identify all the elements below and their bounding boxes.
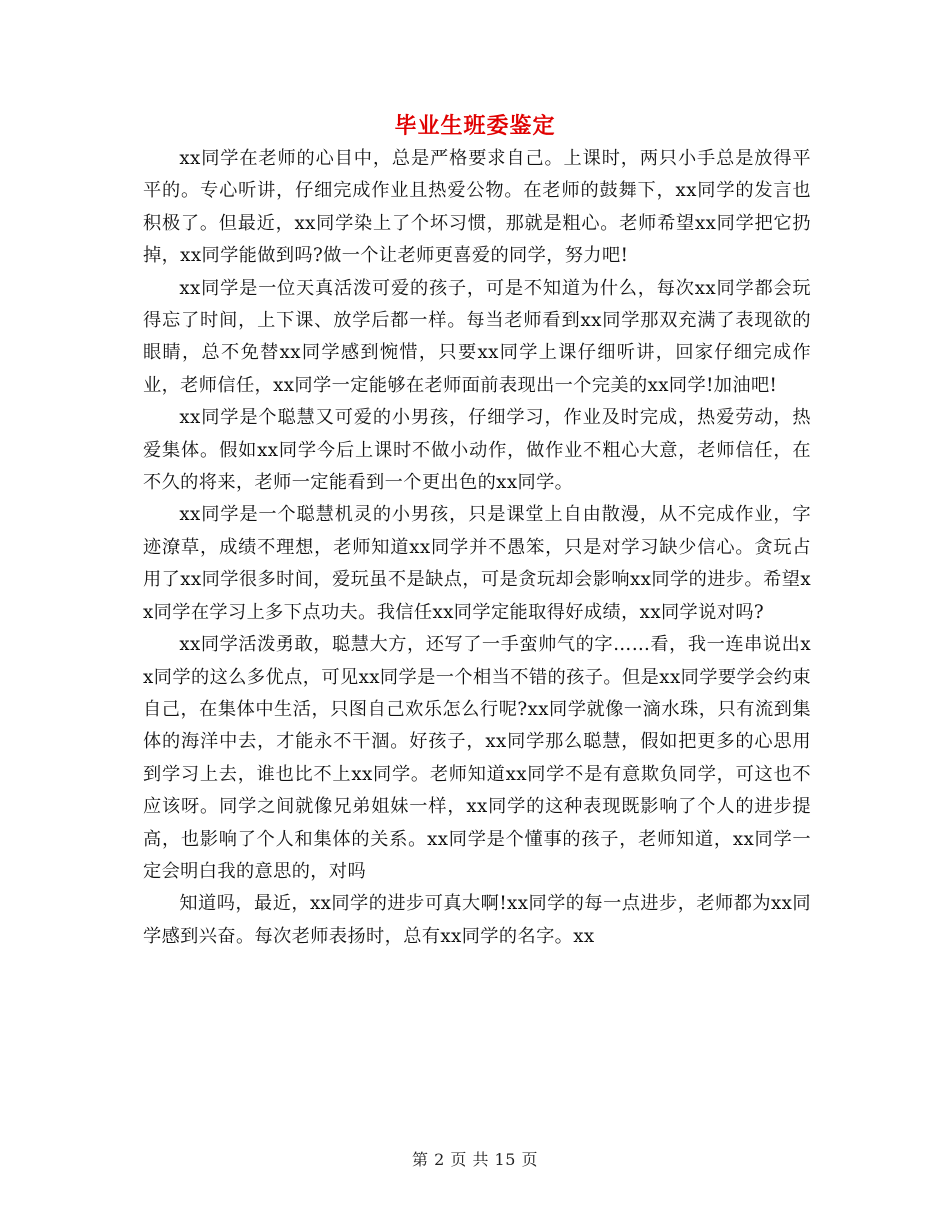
document-body [143, 143, 811, 953]
page-number-footer: 第 2 页 共 15 页 [412, 1150, 538, 1169]
paragraph-5: xx同学活泼勇敢，聪慧大方，还写了一手蛮帅气的字……看，我一连串说出xx同学的这么多优点，可见xx同学是一个相当不错的孩子。但是xx同学要学会约束自己，在集体中生活，只图自己欢乐怎么行呢?xx同学就像一滴水珠，只有流到集体的海洋中去，才能永不干涸。好孩子，xx同学那么聪慧，假如把更多的心思用到学习上去，谁也比不上xx同学。老师知道xx同学不是有意欺负同学，可这也不应该呀。同学之间就像兄弟姐妹一样，xx同学的这种表现既影响了个人的进步提高，也影响了个人和集体的关系。xx同学是个懂事的孩子，老师知道，xx同学一定会明白我的意思的，对吗 [143, 634, 811, 882]
paragraph-1: xx同学在老师的心目中，总是严格要求自己。上课时，两只小手总是放得平平的。专心听讲，仔细完成作业且热爱公物。在老师的鼓舞下，xx同学的发言也积极了。但最近，xx同学染上了个坏习惯，那就是粗心。老师希望xx同学把它扔掉，xx同学能做到吗?做一个让老师更喜爱的同学，努力吧! [143, 148, 811, 267]
paragraph-3: xx同学是个聪慧又可爱的小男孩，仔细学习，作业及时完成，热爱劳动，热爱集体。假如xx同学今后上课时不做小动作，做作业不粗心大意，老师信任，在不久的将来，老师一定能看到一个更出色的xx同学。 [143, 407, 811, 494]
document-title: 毕业生班委鉴定 [394, 113, 556, 139]
paragraph-4: xx同学是一个聪慧机灵的小男孩，只是课堂上自由散漫，从不完成作业，字迹潦草，成绩不理想，老师知道xx同学并不愚笨，只是对学习缺少信心。贪玩占用了xx同学很多时间，爱玩虽不是缺点，可是贪玩却会影响xx同学的进步。希望xx同学在学习上多下点功夫。我信任xx同学定能取得好成绩，xx同学说对吗? [143, 504, 811, 623]
paragraph-6: 知道吗，最近，xx同学的进步可真大啊!xx同学的每一点进步，老师都为xx同学感到兴奋。每次老师表扬时，总有xx同学的名字。xx [143, 893, 811, 947]
paragraph-2: xx同学是一位天真活泼可爱的孩子，可是不知道为什么，每次xx同学都会玩得忘了时间，上下课、放学后都一样。每当老师看到xx同学那双充满了表现欲的眼睛，总不免替xx同学感到惋惜，只要xx同学上课仔细听讲，回家仔细完成作业，老师信任，xx同学一定能够在老师面前表现出一个完美的xx同学!加油吧! [143, 277, 811, 396]
